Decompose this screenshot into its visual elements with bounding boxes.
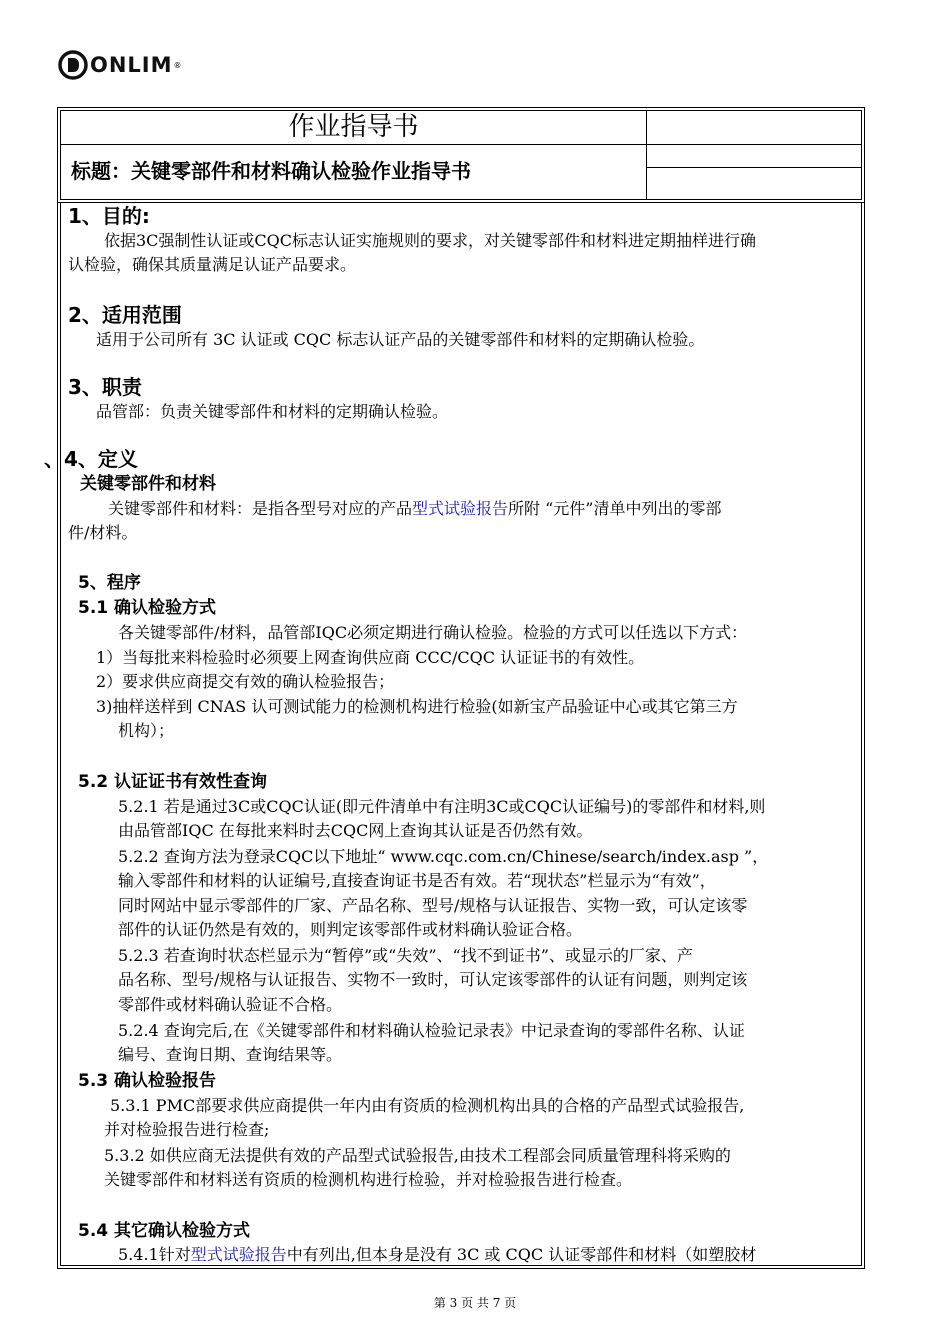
section-1-text: 依据3C强制性认证或CQC标志认证实施规则的要求，对关键零部件和材料进定期抽样进行确 [104, 231, 757, 250]
section-5-2-2-text: 输入零部件和材料的认证编号,直接查询证书是否有效。若“现状态”栏显示为“有效”， [118, 871, 716, 890]
section-5-2-1-text: 由品管部IQC 在每批来料时去CQC网上查询其认证是否仍然有效。 [118, 821, 593, 840]
section-5-1-item: 机构）； [118, 721, 175, 740]
logo-registered-mark: ® [173, 60, 182, 70]
section-4-text: 件/材料。 [68, 523, 138, 542]
section-5-2-3-text: 5.2.3 若查询时状态栏显示为“暂停”或“失效”、“找不到证书”、或显示的厂家、产 [118, 946, 693, 965]
header-table [57, 107, 865, 203]
section-3-text: 品管部：负责关键零部件和材料的定期确认检验。 [96, 402, 449, 421]
section-5-2-2-text: 同时网站中显示零部件的厂家、产品名称、型号/规格与认证报告、实物一致，可认定该零 [118, 896, 748, 915]
section-5-4-1-text: 5.4.1针对型式试验报告中有列出,但本身是没有 3C 或 CQC 认证零部件和材料（如塑胶材 [118, 1245, 757, 1264]
section-5-1-item: 3)抽样送样到 CNAS 认可测试能力的检测机构进行检验(如新宝产品验证中心或其它第三方 [96, 697, 738, 716]
section-5-2-1-text: 5.2.1 若是通过3C或CQC认证(即元件清单中有注明3C或CQC认证编号)的零部件和材料,则 [118, 797, 766, 816]
section-5-1-item: 1）当每批来料检验时必须要上网查询供应商 CCC/CQC 认证证书的有效性。 [96, 648, 645, 667]
section-5-2-4-text: 5.2.4 查询完后,在《关键零部件和材料确认检验记录表》中记录查询的零部件名称、认证 [118, 1021, 745, 1040]
section-5-3-2-text: 关键零部件和材料送有资质的检测机构进行检验，并对检验报告进行检查。 [104, 1170, 633, 1189]
section-5-2-2-text: 5.2.2 查询方法为登录CQC以下地址“ www.cqc.com.cn/Chinese/search/index.asp ”， [118, 847, 769, 866]
section-5-2-2-text: 部件的认证仍然是有效的，则判定该零部件或材料确认验证合格。 [118, 920, 583, 939]
type-test-report-link[interactable]: 型式试验报告 [412, 499, 509, 518]
document-subtitle: 标题：关键零部件和材料确认检验作业指导书 [71, 159, 471, 183]
section-1-heading: 1、目的: [68, 204, 150, 228]
section-4-subheading: 关键零部件和材料 [80, 474, 216, 494]
section-5-heading: 5、程序 [78, 573, 141, 593]
section-1-text: 认检验，确保其质量满足认证产品要求。 [68, 255, 357, 274]
section-4-text: 关键零部件和材料：是指各型号对应的产品型式试验报告所附 “元件”清单中列出的零部 [108, 499, 722, 518]
section-3-heading: 3、职责 [68, 375, 142, 399]
section-5-1-item: 2）要求供应商提交有效的确认检验报告； [96, 672, 395, 691]
section-5-3-1-text: 并对检验报告进行检查; [104, 1120, 270, 1139]
section-2-heading: 2、适用范围 [68, 303, 182, 327]
page-footer: 第 3 页 共 7 页 [433, 1296, 517, 1310]
section-5-2-heading: 5.2 认证证书有效性查询 [78, 772, 268, 792]
type-test-report-link[interactable]: 型式试验报告 [190, 1245, 287, 1264]
section-5-3-2-text: 5.3.2 如供应商无法提供有效的产品型式试验报告,由技术工程部会同质量管理科将采购的 [104, 1146, 731, 1165]
logo-text: ONLIM [90, 53, 173, 77]
company-logo [58, 48, 182, 82]
section-5-2-3-text: 品名称、型号/规格与认证报告、实物不一致时，可认定该零部件的认证有问题，则判定该 [118, 970, 748, 989]
section-4-heading: 、4、定义 [44, 447, 138, 471]
section-5-1-heading: 5.1 确认检验方式 [78, 598, 217, 618]
logo-mark-icon [58, 50, 88, 80]
section-5-4-heading: 5.4 其它确认检验方式 [78, 1221, 251, 1241]
section-5-2-3-text: 零部件或材料确认验证不合格。 [118, 995, 343, 1014]
section-5-2-4-text: 编号、查询日期、查询结果等。 [118, 1045, 343, 1064]
section-2-text: 适用于公司所有 3C 认证或 CQC 标志认证产品的关键零部件和材料的定期确认检验。 [96, 330, 705, 349]
section-5-3-heading: 5.3 确认检验报告 [78, 1071, 217, 1091]
section-5-3-1-text: 5.3.1 PMC部要求供应商提供一年内由有资质的检测机构出具的合格的产品型式试验报告, [110, 1096, 745, 1115]
document-title: 作业指导书 [288, 112, 419, 142]
section-5-1-text: 各关键零部件/材料，品管部IQC必须定期进行确认检验。检验的方式可以任选以下方式： [118, 623, 748, 642]
